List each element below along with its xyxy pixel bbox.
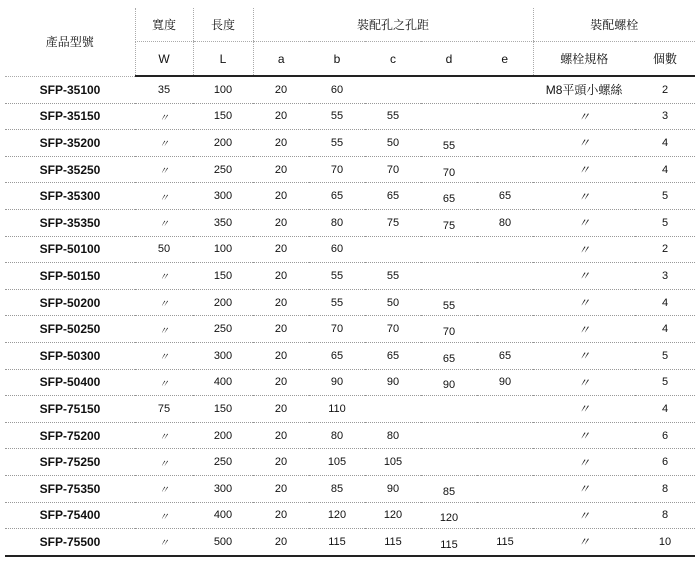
cell-d xyxy=(421,396,477,423)
cell-qty: 5 xyxy=(635,369,695,396)
cell-screw-spec: 〃 xyxy=(533,422,635,449)
cell-width: 〃 xyxy=(135,209,193,236)
cell-d: 55 xyxy=(421,292,477,319)
cell-model: SFP-35300 xyxy=(5,183,135,210)
cell-width: 〃 xyxy=(135,130,193,157)
table-row xyxy=(5,369,695,396)
header-length-group: 長度 xyxy=(193,8,253,42)
cell-width: 〃 xyxy=(135,502,193,529)
cell-length: 300 xyxy=(193,342,253,369)
cell-screw-spec: M8平頭小螺絲 xyxy=(533,76,635,103)
table-header xyxy=(5,8,695,76)
cell-e xyxy=(477,103,533,130)
cell-length: 150 xyxy=(193,396,253,423)
cell-e: 80 xyxy=(477,209,533,236)
cell-length: 400 xyxy=(193,502,253,529)
cell-model: SFP-75500 xyxy=(5,529,135,556)
cell-screw-spec: 〃 xyxy=(533,502,635,529)
cell-length: 400 xyxy=(193,369,253,396)
cell-length: 150 xyxy=(193,263,253,290)
cell-b: 55 xyxy=(309,289,365,316)
header-l: L xyxy=(193,42,253,77)
cell-c: 90 xyxy=(365,369,421,396)
header-d: d xyxy=(421,42,477,77)
cell-d: 90 xyxy=(421,372,477,399)
cell-a: 20 xyxy=(253,130,309,157)
cell-e xyxy=(477,130,533,157)
cell-length: 500 xyxy=(193,529,253,556)
cell-b: 85 xyxy=(309,475,365,502)
cell-length: 200 xyxy=(193,289,253,316)
cell-a: 20 xyxy=(253,422,309,449)
cell-a: 20 xyxy=(253,369,309,396)
cell-d xyxy=(421,263,477,290)
cell-width: 〃 xyxy=(135,183,193,210)
table-row xyxy=(5,396,695,423)
cell-a: 20 xyxy=(253,475,309,502)
cell-d: 70 xyxy=(421,319,477,346)
cell-d: 115 xyxy=(421,532,477,559)
cell-a: 20 xyxy=(253,396,309,423)
cell-a: 20 xyxy=(253,342,309,369)
cell-e: 65 xyxy=(477,342,533,369)
cell-model: SFP-75250 xyxy=(5,449,135,476)
cell-b: 60 xyxy=(309,76,365,103)
cell-qty: 6 xyxy=(635,449,695,476)
cell-e xyxy=(477,263,533,290)
table-row xyxy=(5,236,695,263)
cell-width: 〃 xyxy=(135,529,193,556)
cell-qty: 3 xyxy=(635,263,695,290)
cell-model: SFP-50250 xyxy=(5,316,135,343)
cell-b: 90 xyxy=(309,369,365,396)
cell-model: SFP-50100 xyxy=(5,236,135,263)
cell-length: 200 xyxy=(193,422,253,449)
cell-width: 〃 xyxy=(135,475,193,502)
cell-qty: 5 xyxy=(635,183,695,210)
cell-model: SFP-35150 xyxy=(5,103,135,130)
cell-length: 300 xyxy=(193,475,253,502)
cell-e xyxy=(477,236,533,263)
cell-e xyxy=(477,502,533,529)
cell-qty: 4 xyxy=(635,130,695,157)
cell-c xyxy=(365,396,421,423)
cell-length: 150 xyxy=(193,103,253,130)
cell-model: SFP-75150 xyxy=(5,396,135,423)
cell-qty: 3 xyxy=(635,103,695,130)
cell-c: 105 xyxy=(365,449,421,476)
cell-c: 55 xyxy=(365,103,421,130)
cell-model: SFP-75400 xyxy=(5,502,135,529)
cell-length: 100 xyxy=(193,236,253,263)
cell-screw-spec: 〃 xyxy=(533,103,635,130)
cell-length: 250 xyxy=(193,449,253,476)
cell-b: 65 xyxy=(309,183,365,210)
cell-b: 105 xyxy=(309,449,365,476)
cell-c xyxy=(365,236,421,263)
cell-a: 20 xyxy=(253,289,309,316)
cell-d xyxy=(421,76,477,103)
cell-qty: 2 xyxy=(635,76,695,103)
cell-width: 〃 xyxy=(135,449,193,476)
header-a: a xyxy=(253,42,309,77)
cell-model: SFP-35100 xyxy=(5,76,135,103)
cell-d: 85 xyxy=(421,478,477,505)
cell-width: 〃 xyxy=(135,156,193,183)
cell-model: SFP-50400 xyxy=(5,369,135,396)
cell-d: 75 xyxy=(421,212,477,239)
cell-b: 80 xyxy=(309,209,365,236)
table-row xyxy=(5,263,695,290)
table-row xyxy=(5,183,695,210)
table-row xyxy=(5,289,695,316)
header-model: 產品型號 xyxy=(5,8,135,76)
cell-e: 115 xyxy=(477,529,533,556)
cell-model: SFP-75350 xyxy=(5,475,135,502)
cell-e xyxy=(477,422,533,449)
header-width-group: 寬度 xyxy=(135,8,193,42)
table-row xyxy=(5,209,695,236)
cell-b: 55 xyxy=(309,263,365,290)
cell-model: SFP-75200 xyxy=(5,422,135,449)
cell-qty: 4 xyxy=(635,289,695,316)
cell-b: 80 xyxy=(309,422,365,449)
cell-model: SFP-50200 xyxy=(5,289,135,316)
cell-a: 20 xyxy=(253,502,309,529)
cell-b: 120 xyxy=(309,502,365,529)
cell-screw-spec: 〃 xyxy=(533,449,635,476)
table-row xyxy=(5,76,695,103)
cell-qty: 6 xyxy=(635,422,695,449)
header-e: e xyxy=(477,42,533,77)
cell-e xyxy=(477,396,533,423)
cell-d: 65 xyxy=(421,186,477,213)
cell-model: SFP-35250 xyxy=(5,156,135,183)
header-b: b xyxy=(309,42,365,77)
cell-length: 350 xyxy=(193,209,253,236)
cell-qty: 4 xyxy=(635,316,695,343)
cell-length: 300 xyxy=(193,183,253,210)
cell-width: 〃 xyxy=(135,369,193,396)
cell-a: 20 xyxy=(253,236,309,263)
cell-c: 75 xyxy=(365,209,421,236)
cell-width: 〃 xyxy=(135,103,193,130)
cell-b: 65 xyxy=(309,342,365,369)
cell-e xyxy=(477,156,533,183)
cell-screw-spec: 〃 xyxy=(533,209,635,236)
header-screw-spec: 螺栓規格 xyxy=(533,42,635,77)
cell-a: 20 xyxy=(253,529,309,556)
cell-screw-spec: 〃 xyxy=(533,156,635,183)
cell-d: 65 xyxy=(421,345,477,372)
cell-qty: 4 xyxy=(635,156,695,183)
cell-c: 80 xyxy=(365,422,421,449)
cell-c: 70 xyxy=(365,156,421,183)
cell-c: 115 xyxy=(365,529,421,556)
cell-width: 〃 xyxy=(135,263,193,290)
table-row xyxy=(5,529,695,556)
cell-model: SFP-35350 xyxy=(5,209,135,236)
cell-width: 〃 xyxy=(135,342,193,369)
header-qty: 個數 xyxy=(635,42,695,77)
cell-width: 75 xyxy=(135,396,193,423)
cell-qty: 5 xyxy=(635,209,695,236)
cell-qty: 4 xyxy=(635,396,695,423)
cell-e xyxy=(477,289,533,316)
cell-e: 65 xyxy=(477,183,533,210)
cell-screw-spec: 〃 xyxy=(533,289,635,316)
table-row xyxy=(5,502,695,529)
cell-screw-spec: 〃 xyxy=(533,396,635,423)
spec-table xyxy=(5,8,695,557)
cell-b: 60 xyxy=(309,236,365,263)
cell-a: 20 xyxy=(253,183,309,210)
cell-b: 55 xyxy=(309,130,365,157)
cell-c xyxy=(365,76,421,103)
cell-d: 55 xyxy=(421,133,477,160)
cell-model: SFP-50150 xyxy=(5,263,135,290)
cell-qty: 8 xyxy=(635,475,695,502)
cell-width: 〃 xyxy=(135,289,193,316)
cell-c: 65 xyxy=(365,183,421,210)
cell-model: SFP-35200 xyxy=(5,130,135,157)
cell-width: 〃 xyxy=(135,422,193,449)
cell-length: 250 xyxy=(193,156,253,183)
cell-d xyxy=(421,422,477,449)
cell-b: 70 xyxy=(309,156,365,183)
cell-length: 250 xyxy=(193,316,253,343)
cell-c: 65 xyxy=(365,342,421,369)
table-row xyxy=(5,316,695,343)
cell-e xyxy=(477,475,533,502)
header-hole-spacing-group: 裝配孔之孔距 xyxy=(253,8,533,42)
cell-screw-spec: 〃 xyxy=(533,183,635,210)
cell-width: 〃 xyxy=(135,316,193,343)
cell-d: 70 xyxy=(421,159,477,186)
cell-screw-spec: 〃 xyxy=(533,130,635,157)
cell-screw-spec: 〃 xyxy=(533,263,635,290)
cell-a: 20 xyxy=(253,103,309,130)
cell-c: 90 xyxy=(365,475,421,502)
cell-d xyxy=(421,449,477,476)
table-row xyxy=(5,156,695,183)
table-row xyxy=(5,422,695,449)
table-row xyxy=(5,103,695,130)
header-c: c xyxy=(365,42,421,77)
cell-b: 55 xyxy=(309,103,365,130)
cell-screw-spec: 〃 xyxy=(533,316,635,343)
cell-a: 20 xyxy=(253,316,309,343)
table-row xyxy=(5,475,695,502)
cell-qty: 8 xyxy=(635,502,695,529)
cell-qty: 10 xyxy=(635,529,695,556)
cell-length: 200 xyxy=(193,130,253,157)
cell-qty: 5 xyxy=(635,342,695,369)
cell-d: 120 xyxy=(421,505,477,532)
cell-width: 50 xyxy=(135,236,193,263)
cell-e xyxy=(477,316,533,343)
cell-a: 20 xyxy=(253,209,309,236)
table-row xyxy=(5,342,695,369)
cell-c: 50 xyxy=(365,289,421,316)
cell-screw-spec: 〃 xyxy=(533,529,635,556)
cell-b: 115 xyxy=(309,529,365,556)
cell-screw-spec: 〃 xyxy=(533,475,635,502)
cell-d xyxy=(421,103,477,130)
cell-b: 110 xyxy=(309,396,365,423)
cell-a: 20 xyxy=(253,449,309,476)
cell-length: 100 xyxy=(193,76,253,103)
cell-b: 70 xyxy=(309,316,365,343)
header-screw-group: 裝配螺栓 xyxy=(533,8,695,42)
cell-a: 20 xyxy=(253,76,309,103)
cell-width: 35 xyxy=(135,76,193,103)
cell-model: SFP-50300 xyxy=(5,342,135,369)
cell-c: 120 xyxy=(365,502,421,529)
header-w: W xyxy=(135,42,193,77)
table-body xyxy=(5,76,695,556)
cell-c: 50 xyxy=(365,130,421,157)
table-row xyxy=(5,449,695,476)
table-row xyxy=(5,130,695,157)
cell-screw-spec: 〃 xyxy=(533,342,635,369)
cell-a: 20 xyxy=(253,263,309,290)
cell-e xyxy=(477,449,533,476)
cell-screw-spec: 〃 xyxy=(533,369,635,396)
cell-e: 90 xyxy=(477,369,533,396)
cell-qty: 2 xyxy=(635,236,695,263)
cell-c: 55 xyxy=(365,263,421,290)
cell-screw-spec: 〃 xyxy=(533,236,635,263)
cell-d xyxy=(421,236,477,263)
cell-c: 70 xyxy=(365,316,421,343)
cell-e xyxy=(477,76,533,103)
cell-a: 20 xyxy=(253,156,309,183)
